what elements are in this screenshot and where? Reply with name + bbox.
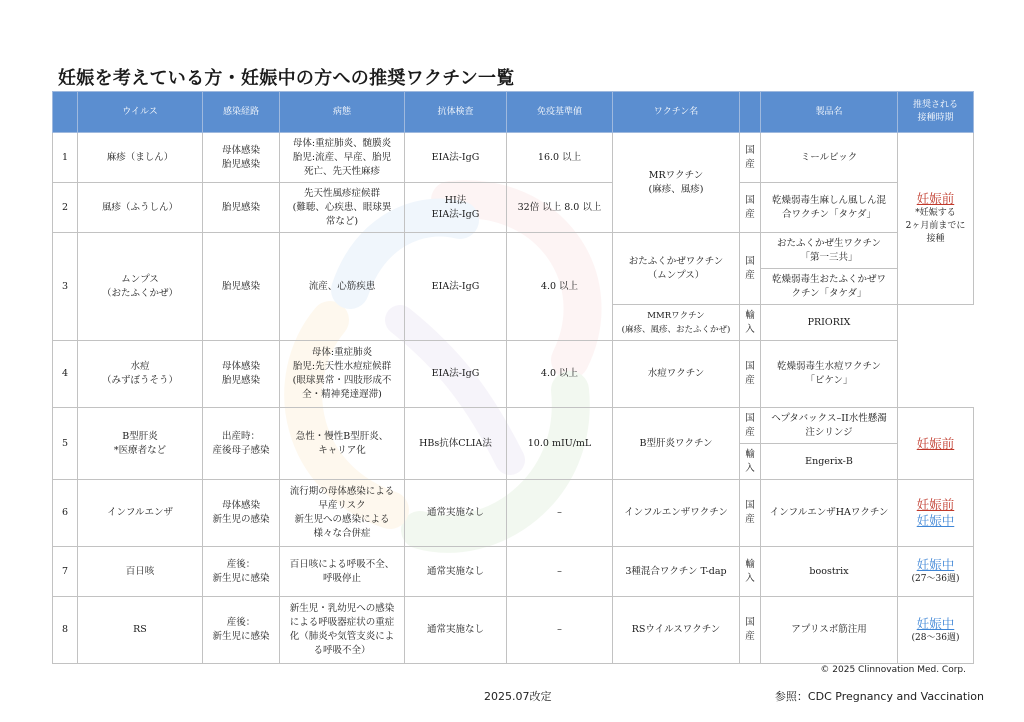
source-domestic: 国 産 xyxy=(740,597,761,664)
antibody-test: EIA法-IgG xyxy=(405,341,507,408)
table-row xyxy=(53,341,974,408)
product-name: ミールビック xyxy=(761,133,898,183)
immunity-threshold: – xyxy=(507,480,613,547)
product-name: アプリスボ筋注用 xyxy=(761,597,898,664)
infection-route: 胎児感染 xyxy=(203,183,280,233)
virus-name: RS xyxy=(78,597,203,664)
timing-pre-label: 妊娠前 xyxy=(916,435,955,451)
table-row xyxy=(53,480,974,547)
antibody-test: EIA法-IgG xyxy=(405,133,507,183)
table-row xyxy=(53,133,974,183)
virus-name: インフルエンザ xyxy=(78,480,203,547)
antibody-test: EIA法-IgG xyxy=(405,233,507,341)
row-number: 5 xyxy=(53,408,78,480)
pathology: 母体:重症肺炎 胎児:先天性水痘症候群 (眼球異常・四肢形成不 全・精神発達遅滞) xyxy=(280,341,405,408)
antibody-test: 通常実施なし xyxy=(405,597,507,664)
vaccine-name: RSウイルスワクチン xyxy=(613,597,740,664)
source-domestic: 国 産 xyxy=(740,233,761,305)
product-name: 乾燥弱毒生おたふくかぜワ クチン「タケダ」 xyxy=(761,269,898,305)
pathology: 母体:重症肺炎、髄膜炎 胎児:流産、早産、胎児 死亡、先天性麻疹 xyxy=(280,133,405,183)
header-disease: 病態 xyxy=(280,92,405,133)
table-row xyxy=(53,547,974,597)
virus-name: 風疹（ふうしん） xyxy=(78,183,203,233)
product-name: Engerix-B xyxy=(761,444,898,480)
vaccine-name: B型肝炎ワクチン xyxy=(613,408,740,480)
product-name: ヘプタバックス–II水性懸濁 注シリンジ xyxy=(761,408,898,444)
antibody-test: HI法 EIA法-IgG xyxy=(405,183,507,233)
immunity-threshold: 4.0 以上 xyxy=(507,341,613,408)
antibody-test: 通常実施なし xyxy=(405,480,507,547)
immunity-threshold: 16.0 以上 xyxy=(507,133,613,183)
antibody-test: HBs抗体CLIA法 xyxy=(405,408,507,480)
immunity-threshold: – xyxy=(507,547,613,597)
timing-pre-pregnancy: 妊娠前 *妊娠する 2ヶ月前までに 接種 xyxy=(898,133,974,305)
antibody-test: 通常実施なし xyxy=(405,547,507,597)
table-row xyxy=(53,408,974,444)
header-vaccine: ワクチン名 xyxy=(613,92,740,133)
product-name: PRIORIX xyxy=(761,305,898,341)
pathology: 百日咳による呼吸不全、 呼吸停止 xyxy=(280,547,405,597)
header-route: 感染経路 xyxy=(203,92,280,133)
infection-route: 胎児感染 xyxy=(203,233,280,341)
virus-name: 麻疹（ましん） xyxy=(78,133,203,183)
source-domestic: 国 産 xyxy=(740,183,761,233)
timing-pre-label: 妊娠前 xyxy=(916,497,955,512)
vaccine-table xyxy=(52,91,974,664)
vaccine-name: おたふくかぜワクチン （ムンプス） xyxy=(613,233,740,305)
vaccine-name: インフルエンザワクチン xyxy=(613,480,740,547)
timing-during-pregnancy: 妊娠中 (27〜36週) xyxy=(898,547,974,597)
immunity-threshold: 10.0 mIU/mL xyxy=(507,408,613,480)
table-header-row xyxy=(53,92,974,133)
virus-name: B型肝炎 *医療者など xyxy=(78,408,203,480)
pathology: 流行期の母体感染による 早産リスク 新生児への感染による 様々な合併症 xyxy=(280,480,405,547)
virus-name: 百日咳 xyxy=(78,547,203,597)
infection-route: 産後： 新生児に感染 xyxy=(203,547,280,597)
product-name: おたふくかぜ生ワクチン 「第一三共」 xyxy=(761,233,898,269)
header-antibody: 抗体検査 xyxy=(405,92,507,133)
vaccine-name: 水痘ワクチン xyxy=(613,341,740,408)
timing-during-label: 妊娠中 xyxy=(916,615,955,631)
infection-route: 母体感染 胎児感染 xyxy=(203,133,280,183)
pathology: 新生児・乳幼児への感染 による呼吸器症状の重症 化（肺炎や気管支炎によ る呼吸不全） xyxy=(280,597,405,664)
page-title: 妊娠を考えている方・妊娠中の方への推奨ワクチン一覧 xyxy=(58,68,515,89)
row-number: 1 xyxy=(53,133,78,183)
product-name: boostrix xyxy=(761,547,898,597)
header-num xyxy=(53,92,78,133)
source-imported: 輸 入 xyxy=(740,305,761,341)
infection-route: 母体感染 新生児の感染 xyxy=(203,480,280,547)
product-name: 乾燥弱毒生麻しん風しん混 合ワクチン「タケダ」 xyxy=(761,183,898,233)
infection-route: 産後： 新生児に感染 xyxy=(203,597,280,664)
row-number: 2 xyxy=(53,183,78,233)
source-domestic: 国 産 xyxy=(740,480,761,547)
timing-during-pregnancy: 妊娠中 (28〜36週) xyxy=(898,597,974,664)
row-number: 7 xyxy=(53,547,78,597)
immunity-threshold: 4.0 以上 xyxy=(507,233,613,341)
infection-route: 母体感染 胎児感染 xyxy=(203,341,280,408)
product-name: インフルエンザHAワクチン xyxy=(761,480,898,547)
infection-route: 出産時： 産後母子感染 xyxy=(203,408,280,480)
product-name: 乾燥弱毒生水痘ワクチン 「ビケン」 xyxy=(761,341,898,408)
immunity-threshold: – xyxy=(507,597,613,664)
source-domestic: 国 産 xyxy=(740,133,761,183)
header-product: 製品名 xyxy=(761,92,898,133)
pathology: 流産、心筋疾患 xyxy=(280,233,405,341)
table-row xyxy=(53,597,974,664)
virus-name: 水痘 （みずぼうそう） xyxy=(78,341,203,408)
source-domestic: 国 産 xyxy=(740,341,761,408)
header-timing: 推奨される 接種時期 xyxy=(898,92,974,133)
timing-pre-pregnancy xyxy=(898,408,974,480)
table-row xyxy=(53,233,974,269)
source-imported: 輸 入 xyxy=(740,547,761,597)
pathology: 先天性風疹症候群 (難聴、心疾患、眼球異 常など) xyxy=(280,183,405,233)
source-domestic: 国 産 xyxy=(740,408,761,444)
vaccine-name: MMRワクチン (麻疹、風疹、おたふくかぜ) xyxy=(613,305,740,341)
timing-during-label: 妊娠中 xyxy=(916,513,955,528)
copyright-notice: © 2025 Clinnovation Med. Corp. xyxy=(820,665,966,675)
reference-source: 参照：CDC Pregnancy and Vaccination xyxy=(774,690,984,703)
timing-during-label: 妊娠中 xyxy=(916,557,955,572)
pathology: 急性・慢性B型肝炎、 キャリア化 xyxy=(280,408,405,480)
header-immunity: 免疫基準値 xyxy=(507,92,613,133)
table-row xyxy=(53,183,974,233)
source-imported: 輸 入 xyxy=(740,444,761,480)
header-virus: ウイルス xyxy=(78,92,203,133)
timing-pre-or-during xyxy=(898,480,974,547)
revision-date: 2025.07改定 xyxy=(484,690,552,703)
row-number: 6 xyxy=(53,480,78,547)
immunity-threshold: 32倍 以上 8.0 以上 xyxy=(507,183,613,233)
vaccine-name: 3種混合ワクチン T-dap xyxy=(613,547,740,597)
virus-name: ムンプス （おたふくかぜ） xyxy=(78,233,203,341)
header-source xyxy=(740,92,761,133)
vaccine-name: MRワクチン (麻疹、風疹) xyxy=(613,133,740,233)
row-number: 8 xyxy=(53,597,78,664)
row-number: 4 xyxy=(53,341,78,408)
row-number: 3 xyxy=(53,233,78,341)
timing-pre-label: 妊娠前 xyxy=(916,191,955,206)
